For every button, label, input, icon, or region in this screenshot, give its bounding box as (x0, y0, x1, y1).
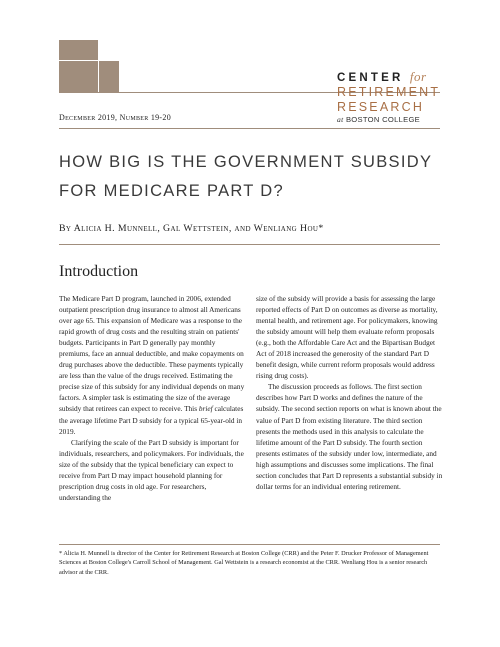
decorative-square (59, 61, 98, 93)
paragraph: The Medicare Part D program, launched in 2006, extended outpatient prescription drug insurance to almost all Americans over age 65. This expansion of Medicare was a response to the rapid growth of drug costs and the resulting strain on patients' budgets. Participants in Part D generally pay monthly premiums, face an annual deductible, and make copayments on drug purchases above the deductible. These payments typically are less than the value of the drugs received. Estimating the precise size of this subsidy for any individual depends on many factors. A simpler task is estimating the size of the average subsidy that retirees can expect to receive. This brief calculates the average lifetime Part D subsidy for a typical 65-year-old in 2019. (59, 294, 245, 436)
logo-boston-college: BOSTON COLLEGE (345, 115, 421, 124)
divider (59, 244, 440, 245)
logo-retirement: RETIREMENT (337, 85, 441, 99)
decorative-square (59, 40, 98, 60)
decorative-square (99, 61, 119, 93)
logo-research: RESEARCH (337, 100, 425, 114)
footnote-divider (59, 544, 440, 545)
paragraph: size of the subsidy will provide a basis for assessing the large reported effects of Part D on outcomes as diverse as mortality, mental health, and retirement age. For policymakers, knowing the subsidy amount will help them evaluate reform proposals (e.g., both the Affordable Care Act and the Bipartisan Budget Act of 2018 increased the generosity of the standard Part D benefit design, while current reform proposals would address rising drug costs). (256, 294, 438, 381)
body-column-right (256, 293, 446, 492)
body-column-left (59, 293, 245, 503)
crr-logo (337, 70, 447, 125)
paragraph: The discussion proceeds as follows. The first section describes how Part D works and defines the nature of the subsidy. The second section reports on what is known about the value of Part D from existing literature. The third section presents the methods used in this analysis to calculate the lifetime amount of the Part D subsidy. The fourth section presents estimates of the subsidy under low, intermediate, and high assumptions and discusses some implications. The final section concludes that Part D represents a substantial subsidy in dollar terms for an individual entering retirement. (256, 382, 443, 491)
footnote: * Alicia H. Munnell is director of the Center for Retirement Research at Boston College (CRR) and the Peter F. Drucker Professor of Management Sciences at Boston College's Carroll School of Management. Gal Wettstein is a research economist at the CRR. Wenliang Hou is a senior research advisor at the CRR. (59, 550, 429, 576)
page-title: HOW BIG IS THE GOVERNMENT SUBSIDY FOR MEDICARE PART D? (59, 153, 432, 200)
logo-center: CENTER (337, 72, 404, 84)
logo-for: for (409, 69, 427, 84)
issue-date: December 2019, Number 19-20 (59, 113, 171, 122)
paragraph: Clarifying the scale of the Part D subsidy is important for individuals, researchers, and policymakers. For individuals, the size of the subsidy that the typical beneficiary can expect to receive from Part D may impact household planning for prescription drug costs in old age. For researchers, understanding the (59, 437, 244, 502)
section-heading: Introduction (59, 263, 139, 280)
divider (59, 128, 440, 129)
emphasis: brief (198, 404, 213, 414)
author-line: By Alicia H. Munnell, Gal Wettstein, and Wenliang Hou* (59, 223, 324, 234)
logo-at: at (337, 115, 344, 124)
